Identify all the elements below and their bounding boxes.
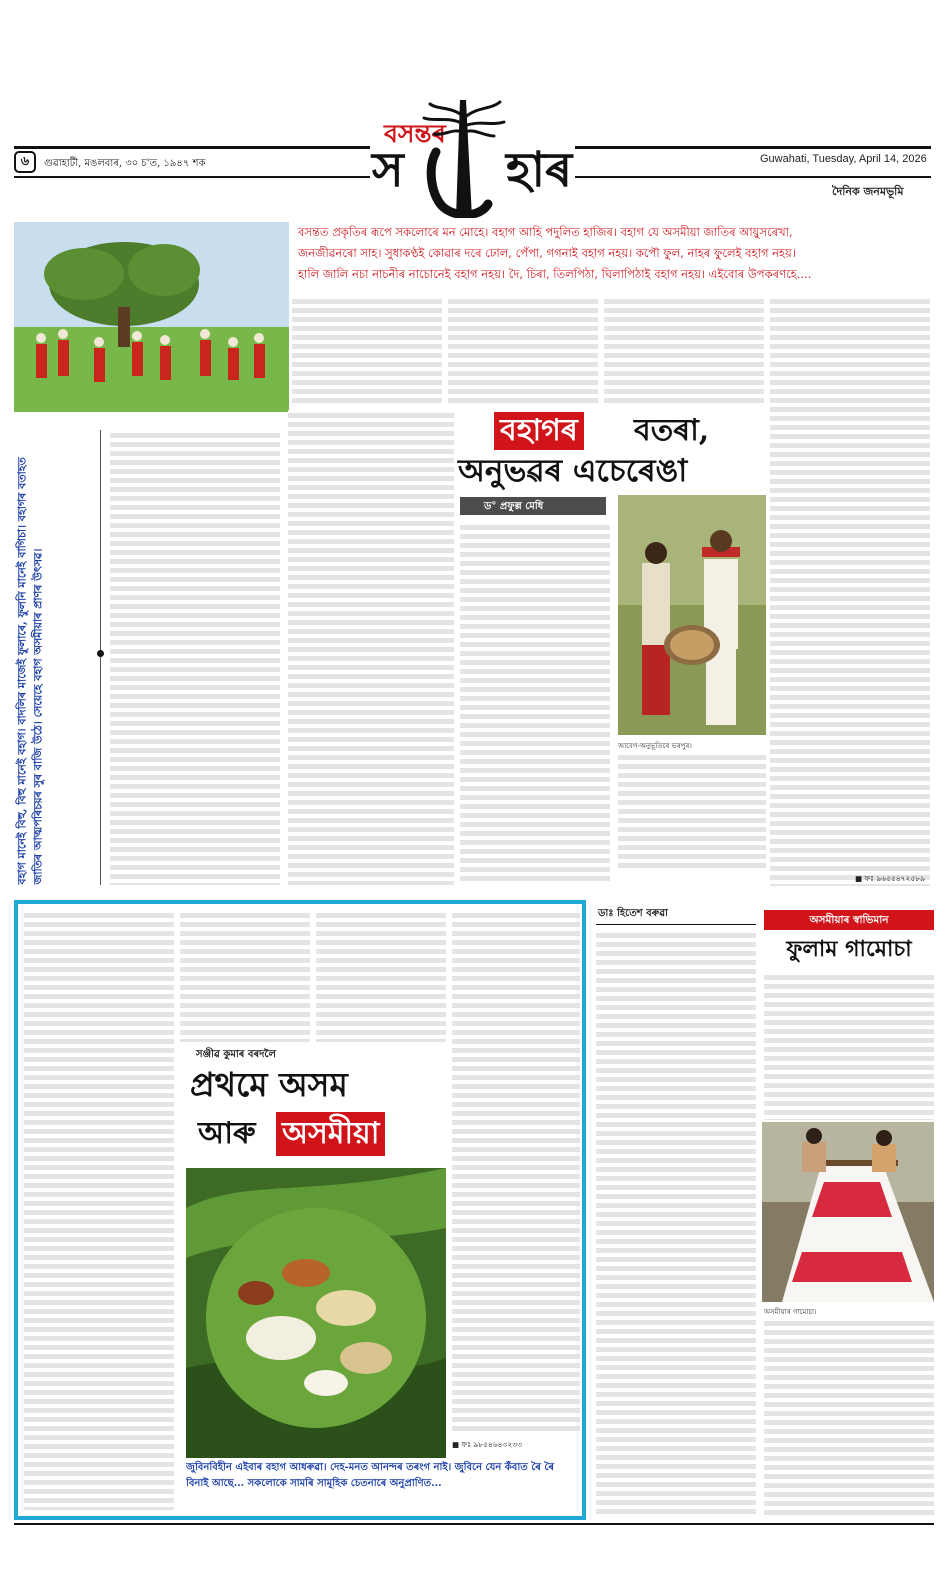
article1-column-3-text	[604, 296, 764, 407]
article3-author-name: ডাঃ হিতেশ বৰুৱা	[598, 908, 668, 919]
article3-author	[596, 905, 756, 925]
article1-author-name: ড° প্ৰফুল্ল মেধি	[484, 501, 544, 512]
article2-column-2-text	[180, 910, 310, 1042]
logo-left-text: স	[372, 142, 404, 198]
article3-column-3-text	[764, 1318, 934, 1516]
article2-pullquote: জুবিনবিহীন এইবাৰ বহাগ আধৰুৱা। দেহ-মনত আনন্দৰ তৰংগ নাই। জুবিনে যেন কঁবাত ৰৈ ৰৈ বিনাই আছে... সকলোকে সামৰি সামূহিক চেতনাৰে অনুপ্ৰাণিত...	[186, 1462, 555, 1489]
article3-column-1-text	[596, 930, 756, 1515]
article2-title-line2-black: আৰু	[198, 1116, 256, 1151]
article1-footer-tag: ■ ফঃ ৯৬৫৫৪৭২৫৮৯	[855, 874, 926, 883]
masthead	[0, 0, 945, 214]
article3-photo-caption: অসমীয়াৰ গামোচা।	[764, 1308, 817, 1316]
article3-title: ফুলাম গামোচা	[786, 936, 912, 962]
article1-author	[460, 497, 606, 515]
date-local: গুৱাহাটী, মঙলবাৰ, ৩০ চ'ত, ১৯৪৭ শক	[44, 158, 206, 169]
article1-title-black: বতৰা,	[634, 413, 710, 448]
article2-title-line1: প্ৰথমে অসম	[190, 1065, 348, 1104]
article3-column-2-text	[764, 972, 934, 1120]
sidebar-quote: বহাগ মানেই বিহু, বিহু মানেই বহাগ। বাদলিৰ মাজেই ফুলাৰে, ফুলনি মানেই বাগিচা। বহাগৰ বতাহত জাতিৰ আত্মপৰিচয়ৰ সুৰ বাজি উঠে। সেয়েহে বহাগ অসমীয়াৰ প্ৰাণৰ উৎসৱ।	[15, 457, 45, 885]
sidebar-divider	[100, 430, 101, 885]
article2-author: সঞ্জীৱ কুমাৰ বৰদলৈ	[196, 1049, 277, 1060]
article1-headline	[456, 410, 768, 490]
bihu-food-photo	[186, 1168, 446, 1458]
page-number: ৬	[14, 151, 36, 173]
article3-kicker: অসমীয়াৰ স্বাভিমান	[764, 910, 934, 930]
sidebar-divider-dot	[97, 650, 104, 657]
masthead-rule-top	[14, 146, 370, 149]
gamosa-weaving-photo	[762, 1122, 934, 1302]
bottom-rule	[14, 1523, 934, 1525]
lead-banner-line-1: বসন্তত প্ৰকৃতিৰ ৰূপে সকলোৰে মন মোহে। বহাগ আহি পদুলিত হাজিৰ। বহাগ যে অসমীয়া জাতিৰ আয়ুসৰেখা,	[298, 225, 793, 239]
masthead-rule-bottom-right	[575, 176, 931, 178]
lead-banner-line-2: জনজীৱনৰো সাহ। সুধাকণ্ঠই কোৱাৰ দৰে ঢোল, পেঁপা, গগনাই বহাগ নহয়। কপৌ ফুল, নাহৰ ফুলেই বহাগ নহয়।	[298, 246, 796, 260]
article1-column-left-text	[110, 430, 280, 885]
article1-photo-caption: আবেগ-অনুভূতিৰে ভৰপুৰ।	[618, 742, 692, 750]
date-english: Guwahati, Tuesday, April 14, 2026	[760, 153, 927, 165]
article1-column-right-text	[460, 522, 610, 885]
bihu-couple-photo	[618, 495, 766, 735]
article1-column-1-text	[292, 296, 442, 407]
article2-footer-tag: ■ ফঃ ৯৮৫৪৬৪৩২৩৩	[452, 1440, 523, 1449]
article2-column-4-text	[452, 910, 580, 1435]
article1-column-photo-below-text	[618, 752, 766, 872]
article2-column-3-text	[316, 910, 446, 1042]
masthead-rule-top-right	[575, 146, 931, 149]
logo-top-text: বসন্তৰ	[384, 119, 446, 148]
logo-right-text: হাৰ	[506, 142, 573, 198]
masthead-rule-bottom	[14, 176, 370, 178]
article1-title-red: বহাগৰ	[494, 412, 584, 450]
bihu-dancers-photo	[14, 222, 289, 412]
lead-banner	[298, 222, 934, 290]
article1-column-mid-text	[288, 410, 454, 885]
article2-title-line2-red: অসমীয়া	[276, 1112, 385, 1156]
lead-banner-line-3: হালি জালি নচা নাচনীৰ নাচোনেই বহাগ নহয়। দৈ, চিৰা, তিলপিঠা, ঘিলাপিঠাই বহাগ নহয়। এইবোৰ উপকৰণহে....	[298, 267, 812, 281]
sidebar-quote-box	[14, 430, 96, 885]
article1-column-4-text	[770, 296, 930, 886]
logo-tree-icon	[420, 96, 506, 218]
article1-column-2-text	[448, 296, 598, 407]
newspaper-name: দৈনিক জনমভূমি	[832, 185, 904, 198]
article2-column-1-text	[24, 910, 174, 1510]
article2-headline	[180, 1062, 448, 1162]
article1-title-line2: অনুভৱৰ এচেৰেঙা	[458, 453, 688, 489]
